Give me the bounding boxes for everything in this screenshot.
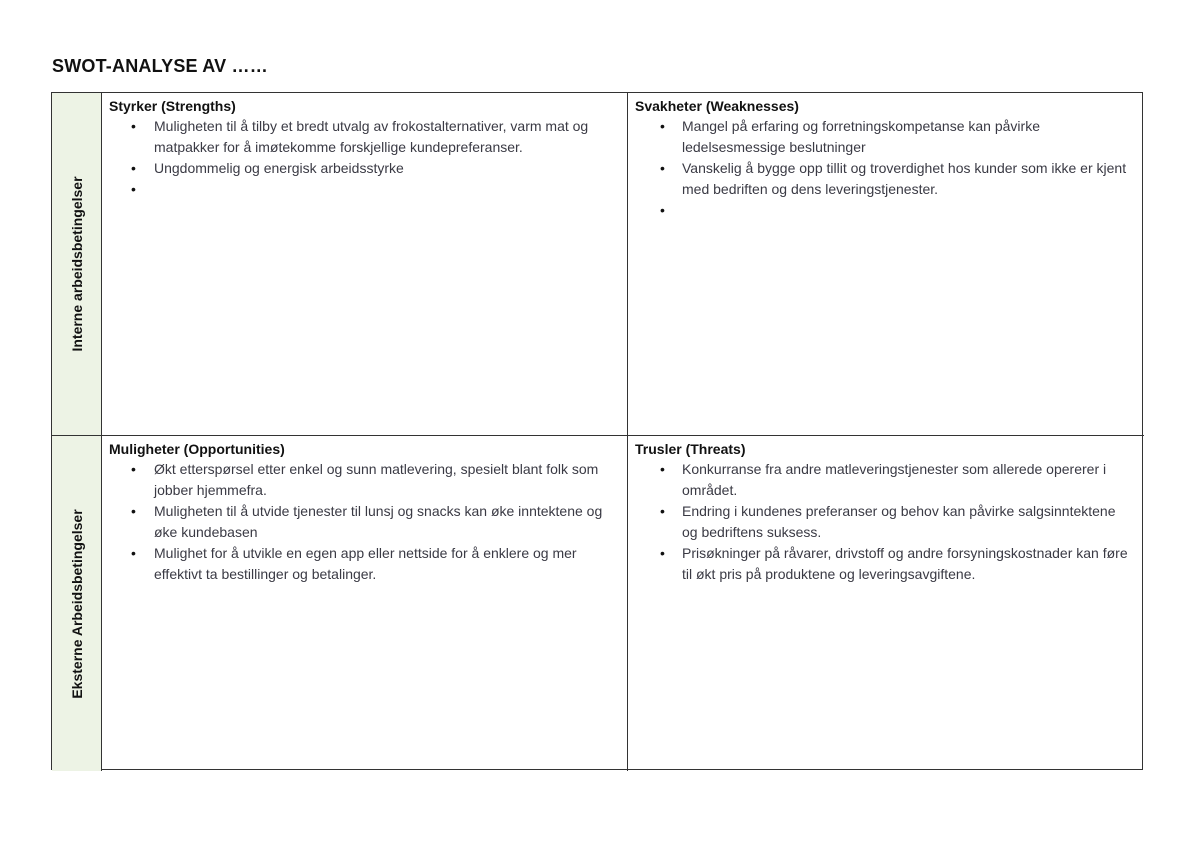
list-item-text: Endring i kundenes preferanser og behov kan påvirke salgsinntektene og bedriftens suksess.	[682, 503, 1116, 540]
swot-table	[51, 92, 1143, 770]
bullet-icon: •	[660, 545, 665, 561]
bullet-icon: •	[131, 118, 136, 134]
list-item-text: Mangel på erfaring og forretningskompetanse kan påvirke ledelsesmessige beslutninger	[682, 118, 1040, 155]
list-item-text: Ungdommelig og energisk arbeidsstyrke	[154, 160, 404, 176]
list-item-text: Muligheten til å utvide tjenester til lunsj og snacks kan øke inntektene og øke kundebasen	[154, 503, 603, 540]
bullet-icon: •	[660, 503, 665, 519]
list-item	[109, 179, 621, 200]
document-title: SWOT-ANALYSE AV ……	[52, 56, 268, 76]
opportunities-heading: Muligheter (Opportunities)	[109, 441, 285, 457]
external-row-label: Eksterne Arbeidsbetingelser	[68, 508, 85, 699]
list-item-text: Konkurranse fra andre matleveringstjenester som allerede opererer i området.	[682, 461, 1107, 498]
bullet-icon: •	[660, 461, 665, 477]
list-item-text: Vanskelig å bygge opp tillit og troverdighet hos kunder som ikke er kjent med bedriften og dens leveringstjenester.	[682, 160, 1127, 197]
strengths-list	[109, 116, 621, 200]
weaknesses-list	[635, 116, 1138, 221]
list-item	[109, 116, 621, 158]
bullet-icon: •	[660, 118, 665, 134]
strengths-heading: Styrker (Strengths)	[109, 98, 236, 114]
threats-heading: Trusler (Threats)	[635, 441, 746, 457]
weaknesses-heading: Svakheter (Weaknesses)	[635, 98, 799, 114]
bullet-icon: •	[131, 545, 136, 561]
list-item	[635, 158, 1138, 200]
opportunities-list	[109, 459, 621, 585]
opportunities-cell	[102, 436, 628, 771]
list-item	[109, 158, 621, 179]
list-item-text: Prisøkninger på råvarer, drivstoff og andre forsyningskostnader kan føre til økt pris på produktene og leveringsavgiftene.	[682, 545, 1128, 582]
bullet-icon: •	[131, 461, 136, 477]
list-item-text: Muligheten til å tilby et bredt utvalg av frokostalternativer, varm mat og matpakker for å imøtekomme forskjellige kundepreferanser.	[154, 118, 589, 155]
bullet-icon: •	[660, 202, 665, 218]
bullet-icon: •	[131, 160, 136, 176]
list-item	[635, 543, 1138, 585]
list-item-text: Mulighet for å utvikle en egen app eller nettside for å enklere og mer effektivt ta bestillinger og betalinger.	[154, 545, 577, 582]
internal-row-header	[52, 93, 102, 436]
list-item	[635, 200, 1138, 221]
weaknesses-cell	[628, 93, 1144, 436]
list-item	[635, 459, 1138, 501]
list-item	[635, 116, 1138, 158]
bullet-icon: •	[660, 160, 665, 176]
bullet-icon: •	[131, 503, 136, 519]
list-item	[109, 459, 621, 501]
list-item	[635, 501, 1138, 543]
external-row-header	[52, 436, 102, 771]
list-item-text: Økt etterspørsel etter enkel og sunn matlevering, spesielt blant folk som jobber hjemmefra.	[154, 461, 599, 498]
bullet-icon: •	[131, 181, 136, 197]
list-item	[109, 543, 621, 585]
internal-row-label: Interne arbeidsbetingelser	[68, 176, 85, 352]
threats-cell	[628, 436, 1144, 771]
threats-list	[635, 459, 1138, 585]
strengths-cell	[102, 93, 628, 436]
list-item	[109, 501, 621, 543]
